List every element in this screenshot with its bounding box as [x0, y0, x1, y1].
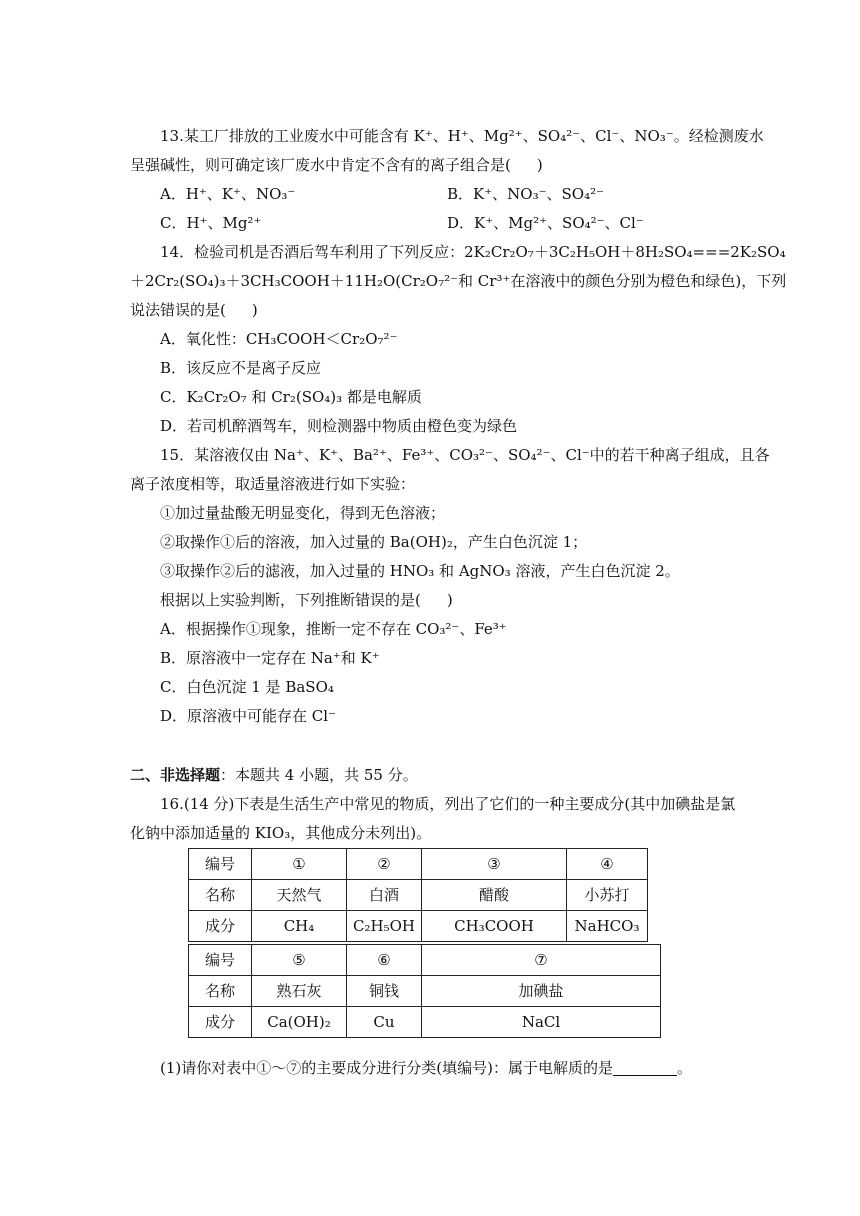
table-cell: CH₃COOH: [422, 911, 567, 942]
q16-stem-line2: 化钠中添加适量的 KIO₃，其他成分未列出)。: [130, 824, 432, 842]
q15-option-d: D．原溶液中可能存在 Cl⁻: [160, 707, 336, 725]
q15-option-a: A．根据操作①现象，推断一定不存在 CO₃²⁻、Fe³⁺: [160, 620, 507, 638]
table-row: [189, 976, 661, 1007]
q16-sub-question-1: [130, 1054, 734, 1083]
q13-options-row1: [130, 180, 734, 209]
q16-sub1-end: 。: [676, 1059, 692, 1077]
q16-sub1-text: (1)请你对表中①～⑦的主要成分进行分类(填编号)：属于电解质的是: [160, 1059, 613, 1077]
q13-options-row2: [130, 209, 734, 238]
table-cell: C₂H₅OH: [347, 911, 422, 942]
q15-step2: ②取操作①后的溶液，加入过量的 Ba(OH)₂，产生白色沉淀 1；: [160, 533, 588, 551]
q13-stem-text: 呈强碱性，则可确定该厂废水中肯定不含有的离子组合是(: [130, 156, 511, 174]
q13-option-d: D．K⁺、Mg²⁺、SO₄²⁻、Cl⁻: [447, 214, 644, 232]
table-cell: 铜钱: [347, 976, 422, 1007]
table-cell: ⑦: [422, 945, 661, 976]
q15-paren-close: ): [446, 591, 453, 609]
table-cell: NaCl: [422, 1007, 661, 1038]
table-row-label: 名称: [189, 976, 252, 1007]
q14-stem-text: 说法错误的是(: [130, 301, 226, 319]
table-cell: ⑤: [252, 945, 347, 976]
q14-stem-line3: [130, 296, 734, 325]
table-cell: Ca(OH)₂: [252, 1007, 347, 1038]
table-cell: ④: [567, 849, 648, 880]
table-cell: 天然气: [252, 880, 347, 911]
table-cell: 加碘盐: [422, 976, 661, 1007]
table-row-label: 成分: [189, 911, 252, 942]
table-cell: 熟石灰: [252, 976, 347, 1007]
q14-option-c: C．K₂Cr₂O₇ 和 Cr₂(SO₄)₃ 都是电解质: [160, 388, 422, 406]
q15-option-c: C．白色沉淀 1 是 BaSO₄: [160, 678, 334, 696]
table-row-label: 编号: [189, 849, 252, 880]
table-cell: ①: [252, 849, 347, 880]
q15-stem-line2: 离子浓度相等，取适量溶液进行如下实验：: [130, 475, 416, 493]
q14-stem-line2: ＋2Cr₂(SO₄)₃＋3CH₃COOH＋11H₂O(Cr₂O₇²⁻和 Cr³⁺在溶液中的颜色分别为橙色和绿色)，下列: [130, 272, 787, 290]
substance-table-2: [188, 944, 661, 1038]
table-cell: ③: [422, 849, 567, 880]
table-cell: CH₄: [252, 911, 347, 942]
exam-page: [130, 122, 787, 1083]
q14-paren-close: ): [251, 301, 258, 319]
table-cell: Cu: [347, 1007, 422, 1038]
q14-stem-line1: 14．检验司机是否酒后驾车利用了下列反应：2K₂Cr₂O₇＋3C₂H₅OH＋8H₂SO₄===2K₂SO₄: [160, 243, 786, 261]
q13-stem-line2: [130, 151, 734, 180]
q14-option-b: B．该反应不是离子反应: [160, 359, 322, 377]
table-row: [189, 1007, 661, 1038]
table-row: [189, 849, 648, 880]
q16-stem-line1: 16.(14 分)下表是生活生产中常见的物质，列出了它们的一种主要成分(其中加碘盐是氯: [160, 795, 736, 813]
q15-stem-line1: 15．某溶液仅由 Na⁺、K⁺、Ba²⁺、Fe³⁺、CO₃²⁻、SO₄²⁻、Cl⁻中的若干种离子组成，且各: [160, 446, 770, 464]
q15-step3: ③取操作②后的滤液，加入过量的 HNO₃ 和 AgNO₃ 溶液，产生白色沉淀 2。: [160, 562, 680, 580]
table-row: [189, 945, 661, 976]
q13-paren-close: ): [536, 156, 543, 174]
table-cell: 白酒: [347, 880, 422, 911]
q13-stem-line1: 13.某工厂排放的工业废水中可能含有 K⁺、H⁺、Mg²⁺、SO₄²⁻、Cl⁻、NO₃⁻。经检测废水: [160, 127, 764, 145]
q13-option-b: B．K⁺、NO₃⁻、SO₄²⁻: [447, 185, 605, 203]
section-title: 二、非选择题: [130, 766, 221, 784]
q13-option-c: C．H⁺、Mg²⁺: [160, 214, 262, 232]
table-cell: ②: [347, 849, 422, 880]
table-cell: NaHCO₃: [567, 911, 648, 942]
q14-option-a: A．氧化性：CH₃COOH＜Cr₂O₇²⁻: [160, 330, 398, 348]
table-row: [189, 911, 648, 942]
table-row-label: 成分: [189, 1007, 252, 1038]
substance-table-1: [188, 848, 648, 942]
table-row-label: 编号: [189, 945, 252, 976]
table-row-label: 名称: [189, 880, 252, 911]
q14-option-d: D．若司机醉酒驾车，则检测器中物质由橙色变为绿色: [160, 417, 518, 435]
table-cell: 醋酸: [422, 880, 567, 911]
q15-step1: ①加过量盐酸无明显变化，得到无色溶液；: [160, 504, 446, 522]
table-cell: ⑥: [347, 945, 422, 976]
table-row: [189, 880, 648, 911]
q13-option-a: A．H⁺、K⁺、NO₃⁻: [160, 185, 296, 203]
answer-blank[interactable]: [613, 1059, 677, 1076]
q15-question-text: 根据以上实验判断，下列推断错误的是(: [160, 591, 421, 609]
section-heading: [130, 761, 734, 790]
q15-question: [130, 586, 734, 615]
q15-option-b: B．原溶液中一定存在 Na⁺和 K⁺: [160, 649, 380, 667]
table-cell: 小苏打: [567, 880, 648, 911]
section-description: ：本题共 4 小题，共 55 分。: [220, 766, 418, 784]
